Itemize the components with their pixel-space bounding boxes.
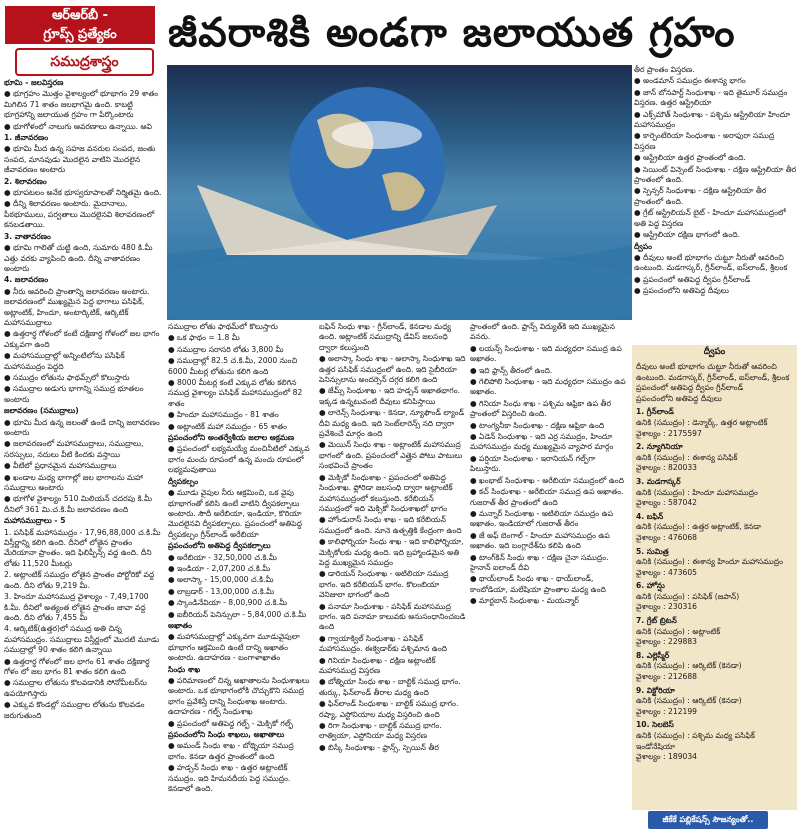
section-heading: భూమి - జలవిస్తరణ xyxy=(4,78,64,87)
text-paragraph: ● అమండ్ సింధు శాఖ - బోథ్నియా సముద్ర భాగం. కెనడా ఉత్తర ప్రాంతంలో ఉంది xyxy=(168,741,294,761)
text-paragraph: ● ఏడెన్ సింధుశాఖ - ఇది ఎర్ర సముద్రం, హిందూ మహాసముద్రం మధ్య ముఖ్యమైన వ్యాపార మార్గం xyxy=(470,432,614,452)
text-paragraph: ● హిందూ మహాసముద్రం - 81 శాతం xyxy=(168,410,279,420)
text-paragraph: ● లయన్స్ సింధుశాఖ - ఇది మధ్యధరా సముద్ర ఉప అఖాతం. xyxy=(470,343,622,364)
island-entry xyxy=(636,547,793,579)
islands-bullet1: ప్రపంచంలో అతిపెద్ద ద్వీపం గ్రీన్‌లాండ్ xyxy=(636,383,744,393)
text-paragraph: ● మెక్సికో సింధుశాఖ - ప్రపంచంలో అతిపెద్ద సింధుశాఖ. ఫ్లోరిడా జలసంధి ద్వారా అట్లాంటిక్ మహాసముద్రంలో కలుస్తుంది. కరేబియన్ సముద్రంలో ఇది మెక్సికో సింధుశాఖలో భాగం xyxy=(319,472,453,513)
islands-box xyxy=(632,345,797,810)
text-paragraph: ● అండమాన్ సముద్రం ఈశాన్య భాగం xyxy=(634,76,746,86)
text-paragraph: తీర ప్రాంతం విస్తరణ. xyxy=(634,65,695,74)
text-paragraph: ● ఉత్తరార్ధ గోళంలో కంటే దక్షిణార్ధ గోళంలో జల భాగం ఎక్కువగా ఉంది xyxy=(4,329,160,349)
section-heading: 2. శిలావరణం xyxy=(4,176,47,186)
island-location: ఉనికి (సముద్రం) : ఆర్కిటిక్ (కెనడా) xyxy=(636,696,742,706)
section-heading: ద్వీపకల్పం xyxy=(168,476,199,486)
island-area: వైశాల్యం : 212688 xyxy=(636,672,698,682)
text-paragraph: ● గినియా సింధు శాఖ - పశ్చిమ ఆఫ్రికా ఉప తీర ప్రాంతంలో విస్తరించి ఉంది. xyxy=(470,398,611,419)
text-paragraph: ● ప్రపంచంలో లభ్యమయ్యే మంచినీటిలో ఎక్కువ భాగం మంచు రూపంలో ఉన్న మంచు రూపంలో లభ్యమవుతాయి xyxy=(168,444,310,475)
text-paragraph: ● డారియన్ సింధుశాఖ - అటిలియా సముద్ర భాగం. ఇది కరేబియన్ భాగం. కొలంబియా వెనిజులా భాగంలో ఉంది xyxy=(319,569,449,600)
island-entry xyxy=(636,581,793,613)
island-entry xyxy=(636,720,793,762)
text-paragraph: ● కచ్ సింధుశాఖ - అరేబియా సముద్ర ఉప అఖాతం. గుజరాత్ తీర ప్రాంతంలో ఉంది xyxy=(470,487,624,507)
island-entry xyxy=(636,686,793,718)
island-location: ఉనికి (సముద్రం) : అట్లాంటిక్ xyxy=(636,626,721,636)
island-area: వైశాల్యం : 2175597 xyxy=(636,428,702,438)
text-paragraph: ● సముద్రాల అడుగు భాగాన్ని సముద్ర భూతలం అంటారు xyxy=(4,384,144,404)
island-name: 1. గ్రీన్‌లాండ్ xyxy=(636,407,674,417)
island-entry xyxy=(636,651,793,683)
text-paragraph: ● ఖండాల మధ్య భాగాల్లో జల భాగాలను మహా సముద్రాలు అంటారు xyxy=(4,472,143,493)
text-paragraph: ● ఆస్ట్రేలియా దక్షిణ భాగంలో ఉంది. xyxy=(634,230,741,240)
text-paragraph: ● భూమి గాలితో చుట్టి ఉంది, సుమారు 480 కి.మీ ఎత్తు వరకు వ్యాపించి ఉంది. దీన్ని వాతావరణం అంటారు xyxy=(4,243,153,273)
section-heading: మహాసముద్రాలు - 5 xyxy=(4,516,66,526)
text-paragraph: ● కార్పెంటేరియా సింధుశాఖ - అరాఫురా సముద్ర విస్తరణ xyxy=(634,131,775,151)
text-paragraph: ● ప్రపంచంలో అతిపెద్ద గల్ఫ్ - మెక్సికో గల్ఫ్ xyxy=(168,718,294,728)
island-entry xyxy=(636,477,793,509)
text-paragraph: ● బిస్కే సింధుశాఖ - ఫ్రాన్స్, స్పెయిన్ తీర xyxy=(319,742,439,752)
text-paragraph: ● లాబ్రడార్ - 13,00,000 చ.కి.మీ xyxy=(168,586,275,596)
text-paragraph: ● మెయిన్ సింధు శాఖ - అట్లాంటిక్ మహాసముద్ర భాగంలో ఉంది. ప్రపంచంలో ఎత్తైన పోటు పాటులు సంభవించే ప్రాంతం xyxy=(319,440,463,471)
text-paragraph: ● రిగా సింధుశాఖ - బాల్టిక్ సముద్ర భాగం. లాత్వియా, ఎస్టోనియా మధ్య విస్తరణ xyxy=(319,721,442,741)
text-paragraph: ● అలాస్కా - 15,00,000 చ.కి.మీ xyxy=(168,575,274,585)
islands-title: ద్వీపం xyxy=(703,347,726,357)
column-5 xyxy=(634,65,797,340)
island-area: వైశాల్యం : 820033 xyxy=(636,463,698,473)
text-paragraph: 3. హిందూ మహాసముద్ర వైశాల్యం - 7,49,1700 కి.మీ. దీనిలో అత్యంత లోతైన ప్రాంతం జావా వద్ద ఉంది. దీని లోతు 7,455 మీ xyxy=(4,592,149,622)
text-paragraph: ● వీటిలో ప్రధానమైన మహాసముద్రాలు xyxy=(4,461,117,471)
text-paragraph: ● అరేబియా - 32,50,000 చ.కి.మీ xyxy=(168,552,277,562)
text-paragraph: ● పనామా సింధుశాఖ - పసిఫిక్ మహాసముద్ర భాగం. ఇది పనామా కాలువకు అనుసంధానించబడి ఉంది xyxy=(319,601,466,632)
text-paragraph: 4. ఆర్కిటిక్(ఉత్తర)లో సముద్ర అతి చిన్న మహాసముద్రం. సముద్రాలు విస్తీర్ణంలో మొదటి మూడు సముద్రాల్లో 90 శాతం కలిగి ఉన్నాయి xyxy=(4,624,160,655)
island-area: వైశాల్యం : 229883 xyxy=(636,637,698,647)
text-paragraph: ● సెయింట్ విన్సెంట్ సింధుశాఖ - దక్షిణ ఆస్ట్రేలియా తీర ప్రాంతంలో ఉంది. xyxy=(634,164,797,185)
text-paragraph: ● భూగ్రహం మొత్తం వైశాల్యంలో భూభాగం 29 శాతం మిగిలిన 71 శాతం జలభాగమై ఉంది. కాబట్టి భూగ్రహాన్ని జలాయుత గ్రహం గా పేర్కొంటారు xyxy=(4,89,159,120)
text-paragraph: ● భూపటలం అనేక భూస్వరూపాలతో నిర్మితమై ఉంది. xyxy=(4,188,162,198)
column-4 xyxy=(470,322,628,830)
text-paragraph: ● ఎక్కువ కొండల్లో సముద్రాల లోతును కొలవడం జరుగుతుంది xyxy=(4,700,145,720)
text-paragraph: బఫిన్ సింధు శాఖ - గ్రీన్‌లాండ్, కెనడాల మధ్య ఉంది. అట్లాంటిక్ సముద్రాన్ని డేవిస్ జలసంధి ద్వారా కలుస్తుంది xyxy=(319,322,451,352)
text-paragraph: ● ఇది ఫ్రాన్స్ తీరంలో ఉంది. xyxy=(470,365,553,375)
island-entry xyxy=(636,512,793,544)
text-paragraph: ● బోత్నియా సింధు శాఖ - బాల్టిక్ సముద్ర భాగం. తుర్కు, ఫిన్‌లాండ్ తీరాల మధ్య ఉంది xyxy=(319,677,461,697)
text-paragraph: ● మూడు వైపుల నీరు ఆక్రమించి, ఒక వైపు భూభాగంతో కలిసి ఉంటే వాటిని ద్వీపకల్పాలు అంటారు. సౌదీ అరేబియా, ఇండియా, కొరియా మొదలైనవి ద్వీపకల్పాలు. ప్రపంచంలో అతిపెద్ద ద్వీపకల్పం గ్రీన్‌లాండ్ అరేబియా xyxy=(168,488,302,539)
section-heading: ప్రపంచంలోని సింధు శాఖలు, అఖాతాలు xyxy=(168,730,285,740)
island-name: 6. హోన్షు xyxy=(636,581,665,591)
text-paragraph: ● లారెన్స్ సింధుశాఖ - కెనడా, న్యూఫౌండ్ ల్యాండ్ దీవి మధ్య ఉంది. ఇది సెంట్‌లారెన్స్ నది ద్వారా ప్రవేశించే మార్గం ఉంది xyxy=(319,408,465,439)
text-paragraph: ● జే అఫ్ బెంగాల్ - హిందూ మహాసముద్రం ఉప అఖాతం. ఇది బంగ్లాదేశ్‌ను కలిపి ఉంది xyxy=(470,530,610,551)
island-location: ఉనికి (సముద్రం) : పసిఫిక్ (జపాన్) xyxy=(636,591,740,601)
text-paragraph: ● మన్నార్ సింధుశాఖ - అటిలియా సముద్రం ఉప అఖాతం. ఇండియాలో గుజరాత్ తీరం xyxy=(470,508,614,529)
text-paragraph: ● కాలిఫోర్నియా సింధు శాఖ - ఇది కాలిఫోర్నియా, మెక్సికోలకు మధ్య ఉంది. ఇది బ్రహ్మాండమైన అతి పెద్ద ముఖ్యమైన సముద్రం xyxy=(319,537,464,567)
island-location: ఉనికి (సముద్రం) : ఈశాన్య పసిఫిక్ xyxy=(636,452,738,462)
footer-credit: జీకేకే పబ్లికేషన్స్ సౌజన్యంతో.. xyxy=(648,811,768,829)
section-heading: జలావరణం (సముద్రాలు) xyxy=(4,406,79,416)
column-2 xyxy=(168,322,315,830)
text-paragraph: ● మార్టబాన్ సింధుశాఖ - మయన్మార్ xyxy=(470,596,579,606)
text-paragraph: ● ప్రపంచంలో అతిపెద్ద ద్వీపం గ్రీన్‌లాండ్ xyxy=(634,274,751,284)
text-paragraph: ● గ్వాయాక్విల్ సింధుశాఖ - పసిఫిక్ మహాసముద్రం. ఈక్వెడార్‌కు పశ్చిమాన ఉంది xyxy=(319,633,448,654)
island-area: వైశాల్యం : 587042 xyxy=(636,498,698,508)
island-name: 3. మడగాస్కర్ xyxy=(636,476,681,486)
island-name: 7. గ్రేట్ బ్రిటన్ xyxy=(636,616,677,626)
island-location: ఉనికి (సముద్రం) : డెన్మార్క్, ఉత్తర అట్లాంటిక్ xyxy=(636,417,768,427)
text-paragraph: ● గ్రేట్ ఆస్ట్రేలియన్ బైట్ - హిందూ మహాసముద్రంలో అతి పెద్ద విస్తరణ xyxy=(634,208,786,228)
headline: జీవరాశికి అండగా జలాయుత గ్రహం xyxy=(168,10,736,56)
exam-tag xyxy=(5,6,155,44)
text-paragraph: ● గెలిపోలి సింధుశాఖ - ఇది మధ్యధరా సముద్రం ఉప అఖాతం. xyxy=(470,377,626,397)
text-paragraph: ● భూమి మీద ఉన్న జలంతో ఉండే దాన్ని జలావరణం అంటారు xyxy=(4,417,160,437)
island-name: 9. విక్టోరియా xyxy=(636,685,675,695)
text-paragraph: ● సముద్రాల లోతును కొలవడానికి సోనోమీటర్‌ను ఉపయోగిస్తారు xyxy=(4,678,147,698)
text-paragraph: ● జలావరణంలో మహాసముద్రాలు, సముద్రాలు, సరస్సులు, నదులు వీటి కిందకు వస్తాయి xyxy=(4,439,144,459)
island-entry xyxy=(636,442,793,474)
text-paragraph: ● హడ్సన్ సింధు శాఖ - ఉత్తర అట్లాంటిక్ సముద్రం. ఇది హిమనదీయ పెద్ద సముద్రం. కెనడాలో ఉంది. xyxy=(168,763,291,794)
text-paragraph: ● పర్షియా సింధుశాఖ - ఇరానియన్ గల్ఫ్‌గా పిలుస్తారు. xyxy=(470,453,596,474)
section-heading: ప్రపంచంలోని అంతర్వేశీయ జలాల ఆక్రమణ xyxy=(168,433,295,443)
text-paragraph: ● స్కాండినేవియా - 8,00,900 చ.కి.మీ xyxy=(168,598,288,608)
text-paragraph: ● జాన్ బోనపార్ట్ సింధుశాఖ - ఇది తైమూర్ సముద్రం విస్తరణ. ఉత్తర ఆస్ట్రేలియా xyxy=(634,87,788,108)
text-paragraph: 2. అట్లాంటిక్ సముద్రం లోతైన ప్రాంతం పోర్టోరికో వద్ద ఉంది. దీని లోతు 9,219 మీ. xyxy=(4,570,155,590)
text-paragraph: ● 8000 మీటర్ల కంటే ఎక్కువ లోతు కలిగిన సముద్ర వైశాల్యం పసిఫిక్ మహాసముద్రంలో 82 శాతం xyxy=(168,378,303,408)
island-area: వైశాల్యం : 189034 xyxy=(636,752,698,762)
text-paragraph: ● దీన్ని శిలావరణం అంటారు. మైదానాలు, పీఠభూములు, పర్వతాలు మొదలైనవి శిలావరణంలో కనబడతాయి. xyxy=(4,199,155,230)
text-paragraph: ● అట్లాంటిక్ మహా సముద్రం - 65 శాతం xyxy=(168,421,288,431)
islands-intro: దీవులు అంటే భూభాగం చుట్టూ నీరుతో ఆవరించి ఉంటుంది. మడగాస్కర్, గ్రీన్‌లాండ్, ఐస్‌లాండ్, శ్రీలంక xyxy=(636,362,790,382)
text-paragraph: ● సముద్రాల సరాసరి లోతు 3,800 మీ xyxy=(168,344,284,354)
text-paragraph: ● థాయ్‌లాండ్ సింధు శాఖ - థాయ్‌లాండ్, కాంబోడియా, మలేషియా ప్రాంతాల మధ్య ఉంది xyxy=(470,574,606,594)
text-paragraph: ● టాంగ్యనీకా సింధుశాఖ - దక్షిణ ఆఫ్రికా ఉంది xyxy=(470,420,605,430)
text-paragraph: ● గినియా సింధుశాఖ - దక్షిణ అట్లాంటిక్ మహాసముద్ర విస్తరణ xyxy=(319,655,436,675)
text-paragraph: ● మహాసముద్రాల్లో ఎక్కువగా మూడువైపులా భూభాగం ఆక్రమించి ఉంటే దాన్ని అఖాతం అంటారు. ఉదాహరణ - బంగాళాఖాతం xyxy=(168,632,300,663)
section-heading: అఖాతం xyxy=(168,620,193,630)
islands-list xyxy=(632,407,797,762)
text-paragraph: ● ఆస్ట్రేలియా ఉత్తర ప్రాంతంలో ఉంది. xyxy=(634,153,746,163)
island-location: ఉనికి (సముద్రం) : ఈశాన్య హిందూ మహాసముద్రం xyxy=(636,557,783,567)
section-heading: 3. వాతావరణం xyxy=(4,231,51,241)
text-paragraph: ● పరిమాణంలో చిన్న అఖాతాలను సింధుశాఖలు అంటారు. ఒక భూభాగంలోకి చొచ్చుకొని సముద్ర భాగం ప్రవేశిస్తే దాన్ని సింధుశాఖ అంటారు. ఉదాహరణ - గల్ఫ్ సింధుశాఖ xyxy=(168,676,310,717)
island-name: 4. బఫిన్ xyxy=(636,511,664,521)
island-area: వైశాల్యం : 230316 xyxy=(636,602,698,612)
earth-paper-boat-image xyxy=(167,65,632,320)
island-area: వైశాల్యం : 473605 xyxy=(636,567,698,577)
text-paragraph: ● స్పెన్సర్ సింధుశాఖ - దక్షిణ ఆస్ట్రేలియా తీర ప్రాంతంలో ఉంది. xyxy=(634,186,767,206)
text-paragraph: ప్రాంతంలో ఉంది. ఫ్రాన్స్ విద్యుత్‌కి ఇది ముఖ్యమైన వనరు. xyxy=(470,322,615,342)
text-paragraph: ● మహాసముద్రాల్లో అన్నింటిలోను పసిఫిక్ మహాసముద్రం పెద్దది xyxy=(4,351,125,371)
illustration xyxy=(167,65,632,320)
text-paragraph: ● నీరు ఆవరించి ప్రాంతాన్ని జలావరణం అంటారు. జలావరణంలో ముఖ్యమైన పెద్ద భాగాలు పసిఫిక్, అట్లాంటిక్, హిందూ, అంటార్కిటిక్, ఆర్కిటిక్ మహాసముద్రాలు xyxy=(4,286,150,327)
text-paragraph: ● ఫిన్‌లాండ్ సింధుశాఖ - బాల్టిక్ సముద్ర భాగం. రష్యా, ఎస్టోనియాల మధ్య విస్తరించి ఉంది xyxy=(319,699,459,719)
island-location: ఉనికి (సముద్రం) : ఉత్తర అట్లాంటిక్, కెనడా xyxy=(636,522,762,532)
island-location: ఉనికి (సముద్రం) : ఆర్కిటిక్ (కెనడా) xyxy=(636,661,742,671)
text-paragraph: ● ప్రపంచంలోని అతిపెద్ద దీవులు xyxy=(634,286,729,296)
text-paragraph: ● ఉత్తరార్ధ గోళంలో జల భాగం 61 శాతం దక్షిణార్ధ గోళం లో జల భాగం 81 శాతం కలిగి ఉంది xyxy=(4,656,150,676)
island-name: 2. న్యూగినియా xyxy=(636,442,683,452)
section-heading: ద్వీపం xyxy=(634,241,653,251)
text-paragraph: ● ఒక ఫాథం = 1.8 మీ xyxy=(168,333,240,343)
text-paragraph: ● ఇండియా - 2,07,200 చ.కి.మీ xyxy=(168,563,271,573)
islands-bullet2: ప్రపంచంలోని అతిపెద్ద దీవులు xyxy=(636,393,722,403)
island-area: వైశాల్యం : 212199 xyxy=(636,706,698,716)
text-paragraph: 1. పసిఫిక్ మహాసముద్రం - 17,96,88,000 చ.కి.మీ విస్తీర్ణాన్ని కలిగి ఉంది. దీనిలో లోతైన ప్రాంతం మేరియానా ప్రాంతం. ఇది ఫిలిప్పీన్స్ వద్ద ఉంది. దీని లోతు 11,520 మీటర్లు xyxy=(4,527,161,568)
text-paragraph: ● ఐబీరియన్ పెనిన్సులా - 5,84,000 చ.కి.మీ xyxy=(168,609,307,619)
text-paragraph: ● భూగోళంలో నాలుగు ఆవరణాలు ఉన్నాయి. అవి xyxy=(4,121,152,131)
island-location: ఉనికి (సముద్రం) : హిందూ మహాసముద్రం xyxy=(636,487,758,497)
text-paragraph: ● ఖంభాట్ సింధుశాఖ - అరేబియా సముద్రంలో ఉంది xyxy=(470,475,624,485)
exam-tag-line1: ఆర్‌ఆర్‌బీ - xyxy=(51,8,109,23)
island-name: 10. సెలబెస్ xyxy=(636,720,674,730)
text-paragraph: ● జేమ్స్ సింధుశాఖ - ఇది హడ్సన్ అఖాతభాగం. ఇక్కడ ఉన్నటువంటి దీవులు కనిపిస్తాయి xyxy=(319,386,460,406)
island-entry xyxy=(636,616,793,648)
text-paragraph: ● భూగోళ వైశాల్యం 510 మిలియన్ చదరపు కి.మీ దీనిలో 361 మి.చ.కి.మీ జలావరణం ఉంది xyxy=(4,494,152,514)
section-heading: 1. జీవావరణం xyxy=(4,133,49,143)
subject-label: సముద్రశాస్త్రం xyxy=(15,48,154,76)
text-paragraph: సముద్రాల లోతు ఫాథమ్‌లో కొలుస్తారు xyxy=(168,322,278,331)
text-paragraph: ● అలాస్కా సింధు శాఖ - అలాస్కా సింధుశాఖ ఇది ఉత్తర పసిఫిక్ సముద్రంలో ఉంది. ఇది సైబీరియా పెనిన్సులాను అందర్సెన్ దగ్గర కలిగి ఉంది xyxy=(319,354,466,385)
text-paragraph: ● ఎక్స్‌మౌత్ సింధుశాఖ - పశ్చిమ ఆస్ట్రేలియా హిందూ మహాసముద్రం xyxy=(634,109,791,130)
text-paragraph: ● భూమి మీద ఉన్న సహజ వనరుల సంపద, జంతు సంపద, మానవుడు మొదలైన వాటిని మొదలైన జీవావరణం అంటారు xyxy=(4,144,156,175)
island-area: వైశాల్యం : 476068 xyxy=(636,532,698,542)
island-entry xyxy=(636,407,793,439)
column-1 xyxy=(4,78,164,830)
exam-tag-line2: గ్రూప్స్ ప్రత్యేకం xyxy=(43,27,117,42)
text-paragraph: ● సముద్రం లోతును ఫాథమ్స్‌లో కొలుస్తారు xyxy=(4,372,130,382)
text-paragraph: ● దీవులు అంటే భూభాగం చుట్టూ నీరుతో ఆవరించి ఉంటుంది. మడగాస్కర్, గ్రీన్‌లాండ్, ఐస్‌లాండ్, శ్రీలంక xyxy=(634,252,788,273)
island-name: 8. ఎల్లెస్మీర్ xyxy=(636,650,670,660)
island-name: 5. సుమిత్ర xyxy=(636,546,669,556)
text-paragraph: ● టాంగ్‌కిన్ సింధు శాఖ - దక్షిణ చైనా సముద్రం. హైనాన్ ఐలాండ్ దీవి xyxy=(470,552,609,572)
text-paragraph: ● సముద్రాల్లో 82.5 చ.కి.మీ, 2000 నుంచి 6000 మీటర్ల లోతును కలిగి ఉంది xyxy=(168,356,298,376)
section-heading: 4. జలావరణం xyxy=(4,275,49,285)
column-3 xyxy=(319,322,466,830)
island-location: ఉనికి (సముద్రం) : పశ్చిమ మధ్య పసిఫిక్ ఇండోనేషియా xyxy=(636,731,755,751)
text-paragraph: ● హోండురాస్ సింధు శాఖ - ఇది కరేబియన్ సముద్రంలో ఉంది. నూనె ఉత్పత్తికి కేంద్రంగా ఉంది xyxy=(319,515,462,535)
section-heading: సింధు శాఖ xyxy=(168,664,201,674)
section-heading: ప్రపంచంలోని అతిపెద్ద ద్వీపకల్పాలు xyxy=(168,541,271,551)
